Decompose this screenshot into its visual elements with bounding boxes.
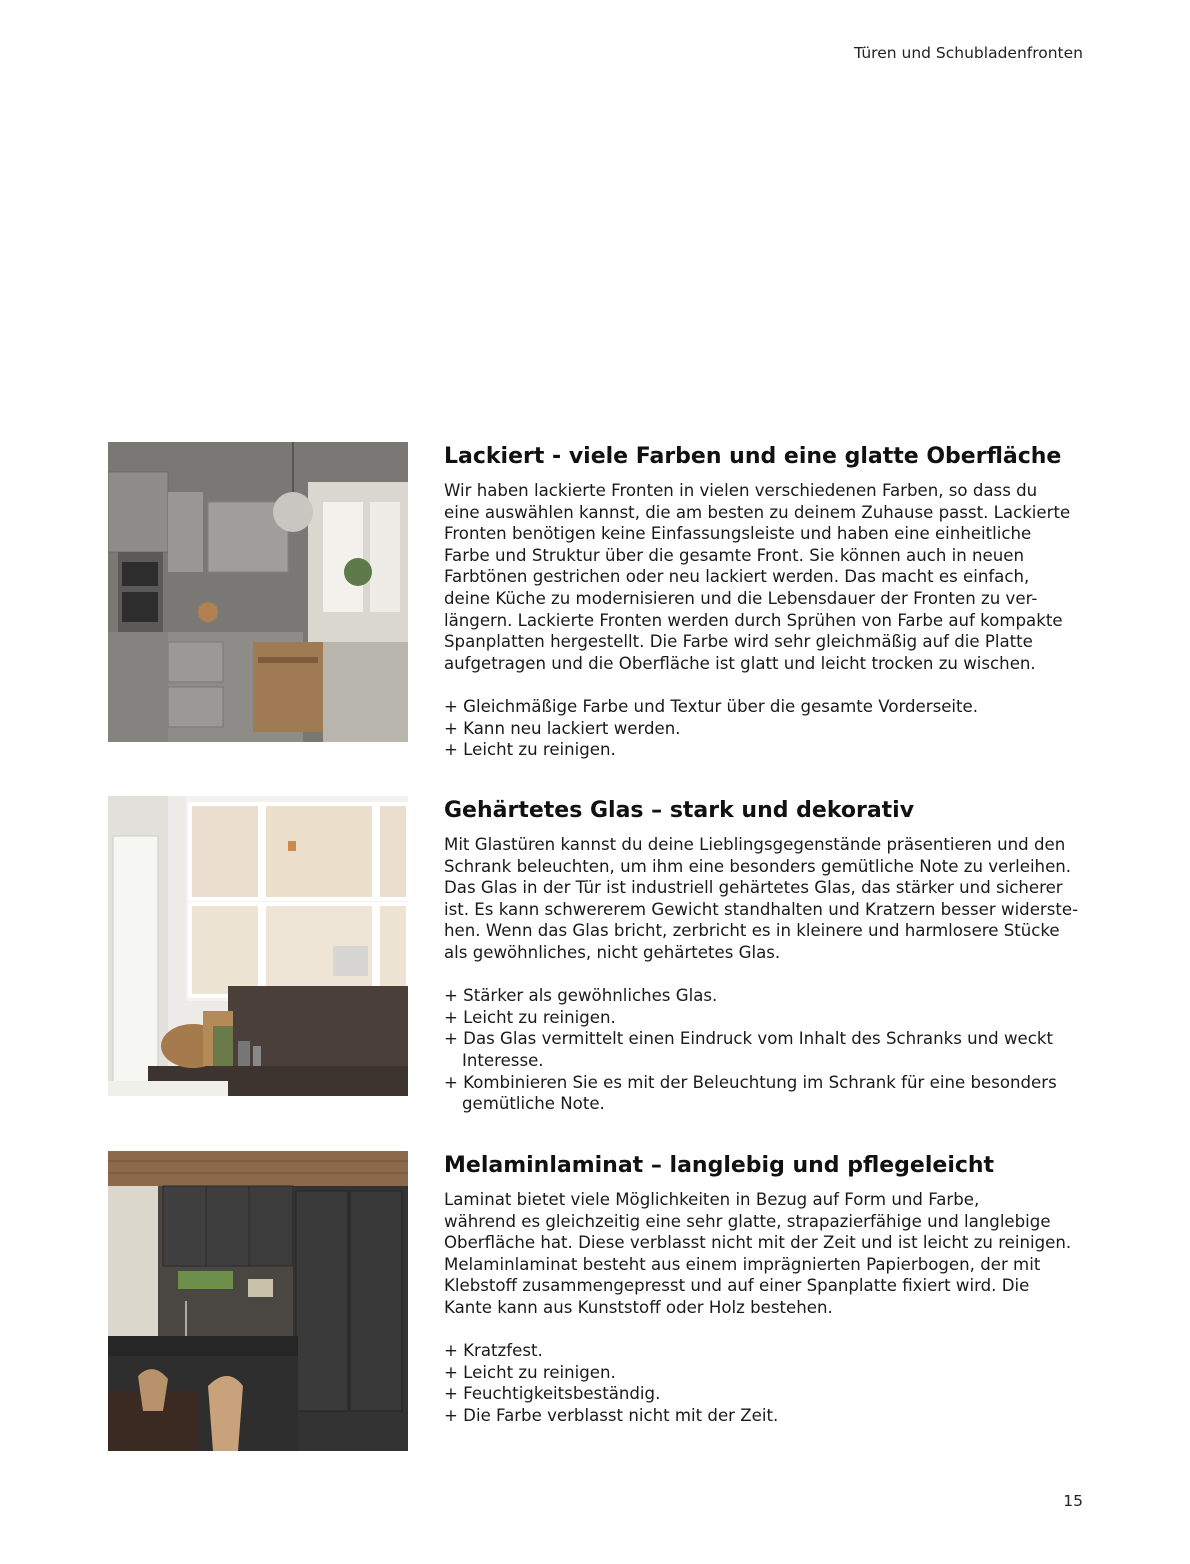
- body-line: deine Küche zu modernisieren und die Lebensdauer der Fronten zu ver-: [444, 588, 1038, 608]
- page-number: 15: [1063, 1492, 1083, 1510]
- body-line: längern. Lackierte Fronten werden durch Sprühen von Farbe auf kompakte: [444, 610, 1063, 630]
- body-line: Das Glas in der Tür ist industriell gehärtetes Glas, das stärker und sicherer: [444, 878, 1063, 898]
- body-line: eine auswählen kannst, die am besten zu deinem Zuhause passt. Lackierte: [444, 502, 1071, 522]
- benefit-item: + Kann neu lackiert werden.: [444, 718, 681, 738]
- body-line: während es gleichzeitig eine sehr glatte, strapazierfähige und langlebige: [444, 1211, 1051, 1231]
- body-line: Melaminlaminat besteht aus einem imprägnierten Papierbogen, der mit: [444, 1254, 1041, 1274]
- section-body: [444, 1189, 1094, 1319]
- benefit-item: + Leicht zu reinigen.: [444, 1007, 616, 1027]
- body-line: ist. Es kann schwererem Gewicht standhalten und Kratzern besser widerste-: [444, 899, 1079, 919]
- benefit-item-continuation: gemütliche Note.: [462, 1094, 605, 1114]
- section-text: [444, 1151, 1094, 1427]
- body-line: Schrank beleuchten, um ihm eine besonders gemütliche Note zu verleihen.: [444, 856, 1072, 876]
- benefit-item: + Kombinieren Sie es mit der Beleuchtung im Schrank für eine besonders: [444, 1072, 1057, 1092]
- section-title: Melaminlaminat – langlebig und pflegeleicht: [444, 1153, 995, 1178]
- benefit-item: + Gleichmäßige Farbe und Textur über die gesamte Vorderseite.: [444, 696, 979, 716]
- benefit-item-continuation: Interesse.: [462, 1050, 544, 1070]
- body-line: Farbtönen gestrichen oder neu lackiert werden. Das macht es einfach,: [444, 567, 1030, 587]
- benefit-item: + Das Glas vermittelt einen Eindruck vom Inhalt des Schranks und weckt: [444, 1029, 1054, 1049]
- kitchen-painted-photo: [108, 442, 408, 742]
- benefit-item: + Leicht zu reinigen.: [444, 1362, 616, 1382]
- section-text: [444, 796, 1094, 1115]
- benefit-list: [444, 1340, 1094, 1426]
- benefit-list: [444, 985, 1094, 1115]
- section-body: [444, 834, 1094, 964]
- body-line: Mit Glastüren kannst du deine Lieblingsgegenstände präsentieren und den: [444, 835, 1066, 854]
- body-line: Spanplatten hergestellt. Die Farbe wird sehr gleichmäßig auf die Platte: [444, 632, 1033, 652]
- page-header: Türen und Schubladenfronten: [854, 44, 1083, 62]
- section-body: [444, 480, 1094, 674]
- dark-laminate-kitchen-photo: [108, 1151, 408, 1451]
- benefit-item: + Kratzfest.: [444, 1341, 543, 1361]
- body-line: Fronten benötigen keine Einfassungsleiste und haben eine einheitliche: [444, 524, 1032, 544]
- body-line: hen. Wenn das Glas bricht, zerbricht es in kleinere und harmlosere Stücke: [444, 921, 1060, 941]
- section-title: Gehärtetes Glas – stark und dekorativ: [444, 798, 915, 823]
- benefit-item: + Die Farbe verblasst nicht mit der Zeit.: [444, 1405, 779, 1425]
- benefit-list: [444, 696, 1094, 761]
- benefit-item: + Feuchtigkeitsbeständig.: [444, 1384, 661, 1404]
- benefit-item: + Leicht zu reinigen.: [444, 740, 616, 760]
- body-line: Kante kann aus Kunststoff oder Holz bestehen.: [444, 1297, 833, 1317]
- section-text: [444, 442, 1094, 761]
- body-line: Wir haben lackierte Fronten in vielen verschiedenen Farben, so dass du: [444, 481, 1038, 500]
- section-title: Lackiert - viele Farben und eine glatte Oberfläche: [444, 444, 1062, 469]
- body-line: als gewöhnliches, nicht gehärtetes Glas.: [444, 942, 781, 962]
- body-line: aufgetragen und die Oberfläche ist glatt und leicht trocken zu wischen.: [444, 653, 1036, 673]
- glass-cabinet-photo: [108, 796, 408, 1096]
- benefit-item: + Stärker als gewöhnliches Glas.: [444, 986, 718, 1006]
- body-line: Klebstoff zusammengepresst und auf einer Spanplatte fixiert wird. Die: [444, 1276, 1030, 1296]
- body-line: Laminat bietet viele Möglichkeiten in Bezug auf Form und Farbe,: [444, 1190, 980, 1209]
- body-line: Farbe und Struktur über die gesamte Front. Sie können auch in neuen: [444, 545, 1024, 565]
- body-line: Oberfläche hat. Diese verblasst nicht mit der Zeit und ist leicht zu reinigen.: [444, 1233, 1072, 1253]
